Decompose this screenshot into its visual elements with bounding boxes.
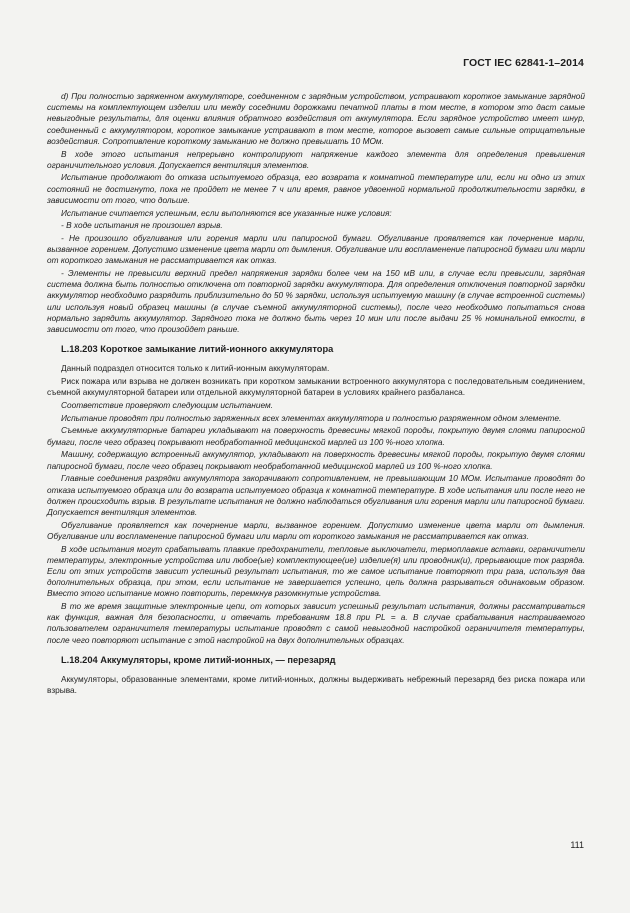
- standard-designation: ГОСТ IEC 62841-1–2014: [463, 57, 584, 69]
- paragraph: Главные соединения разрядки аккумулятора закорачивают сопротивлением, не превышающим 10 МОм. Испытание проводят до отказа испытуемого образца или до возврата испытуемого образца к комнатной температуре. В ходе испытания или после него не должен происходить взрыв. В результате испытания не должно наблюдаться обугливания или горения марли или папиросной бумаги. Допускается вентиляция элементов.: [47, 473, 585, 517]
- paragraph: d) При полностью заряженном аккумуляторе, соединенном с зарядным устройством, устраивают короткое замыкание зарядной системы на комплектующем изделии или между соседними дорожками печатной платы в том месте, в котором это даст самые невыгодные результаты, для оценки влияния обратного воздействия от аккумулятора. Если зарядное устройство имеет шнур, соединенный с аккумулятором, короткое замыкание устраивают в том месте, которое вызовет самые сильные отрицательные воздействия. Сопротивление короткому замыканию не должно превышать 10 МОм.: [47, 91, 585, 146]
- paragraph: Риск пожара или взрыва не должен возникать при коротком замыкании встроенного аккумулятора с последовательным соединением, съемной аккумуляторной батареи или отдельной аккумуляторной батареи в условиях крайнего разбаланса.: [47, 376, 585, 398]
- paragraph: Испытание продолжают до отказа испытуемого образца, его возврата к комнатной температуре или, если ни одно из этих состояний не достигнуто, пока не пройдет не менее 7 ч или время, равное удвоенной нормальной продолжительности зарядки, в зависимости от того, что дольше.: [47, 172, 585, 205]
- section-heading: L.18.203 Короткое замыкание литий-ионного аккумулятора: [61, 344, 334, 355]
- paragraph: Соответствие проверяют следующим испытанием.: [61, 400, 273, 411]
- paragraph: - В ходе испытания не произошел взрыв.: [61, 220, 223, 231]
- section-heading: L.18.204 Аккумуляторы, кроме литий-ионных, — перезаряд: [61, 654, 336, 665]
- paragraph: Аккумуляторы, образованные элементами, кроме литий-ионных, должны выдерживать небрежный перезаряд без риска пожара или взрыва.: [47, 674, 585, 696]
- paragraph: В ходе этого испытания непрерывно контролируют напряжение каждого элемента для определения превышения ограничительного условия. Допускается вентиляция элементов.: [47, 148, 585, 170]
- paragraph: - Элементы не превысили верхний предел напряжения зарядки более чем на 150 мВ или, в случае если превысили, зарядная система должна быть полностью отключена от повторной зарядки аккумулятора. Для определения отключения повторной зарядки аккумулятор необходимо разрядить приблизительно до 50 % зарядки, используя испытуемую машину (в случае встроенной системы) или используя новый образец машины (в случае съемной аккумуляторной системы), после чего необходимо попытаться снова нормально зарядить аккумулятор. Зарядного тока не должно быть через 10 мин или после выдачи 25 % номинальной емкости, в зависимости от того, что произойдет раньше.: [47, 268, 585, 335]
- page-number: 111: [570, 840, 584, 850]
- paragraph: Данный подраздел относится только к литий-ионным аккумуляторам.: [61, 363, 330, 374]
- paragraph: Испытание считается успешным, если выполняются все указанные ниже условия:: [61, 207, 392, 218]
- paragraph: В то же время защитные электронные цепи, от которых зависит успешный результат испытания, должны рассматриваться как функция, важная для безопасности, и отвечать требованиям 18.8 при PL = a. В случае срабатывания настраиваемого пользователем ограничителя температуры испытание проводят с самой невыгодной настройкой ограничителя температуры, после чего повторяют испытание с этой настройкой на двух дополнительных образцах.: [47, 601, 585, 645]
- document-body: [47, 91, 585, 698]
- paragraph: Обугливание проявляется как почернение марли, вызванное горением. Допустимо изменение цвета марли от дымления. Обугливание или воспламенение папиросной бумаги или марли от короткого замыкания не рассматривается как отказ.: [47, 519, 585, 541]
- paragraph: Испытание проводят при полностью заряженных всех элементах аккумулятора и полностью разряженном одном элементе.: [61, 412, 562, 423]
- paragraph: В ходе испытания могут срабатывать плавкие предохранители, тепловые выключатели, термоплавкие вставки, ограничители температуры, электронные устройства или любое(ые) комплектующее(ие) изделие(я) или проводник(и), прерывающие ток разряда. Если от этих устройств зависит успешный результат испытания, то же самое испытание повторяют три раза, используя два дополнительных образца, при этом, если испытание не завершается успешно, цепь должна разрываться одинаковым образом. Вместо этого испытание можно повторить, перемкнув разомкнутые устройства.: [47, 543, 585, 599]
- paragraph: Съемные аккумуляторные батареи укладывают на поверхность древесины мягкой породы, покрытую двумя слоями папиросной бумаги, после чего образец покрывают необработанной медицинской марлей из 100 %-ного хлопка.: [47, 425, 585, 447]
- paragraph: - Не произошло обугливания или горения марли или папиросной бумаги. Обугливание проявляется как почернение марли, вызванное горением. Допустимо изменение цвета марли от дымления. Обугливание или воспламенение папиросной бумаги или марли от короткого замыкания не рассматривается как отказ.: [47, 232, 585, 266]
- paragraph: Машину, содержащую встроенный аккумулятор, укладывают на поверхность древесины мягкой породы, покрытую двумя слоями папиросной бумаги, после чего образец покрывают необработанной медицинской марлей из 100 %-ного хлопка.: [47, 449, 585, 471]
